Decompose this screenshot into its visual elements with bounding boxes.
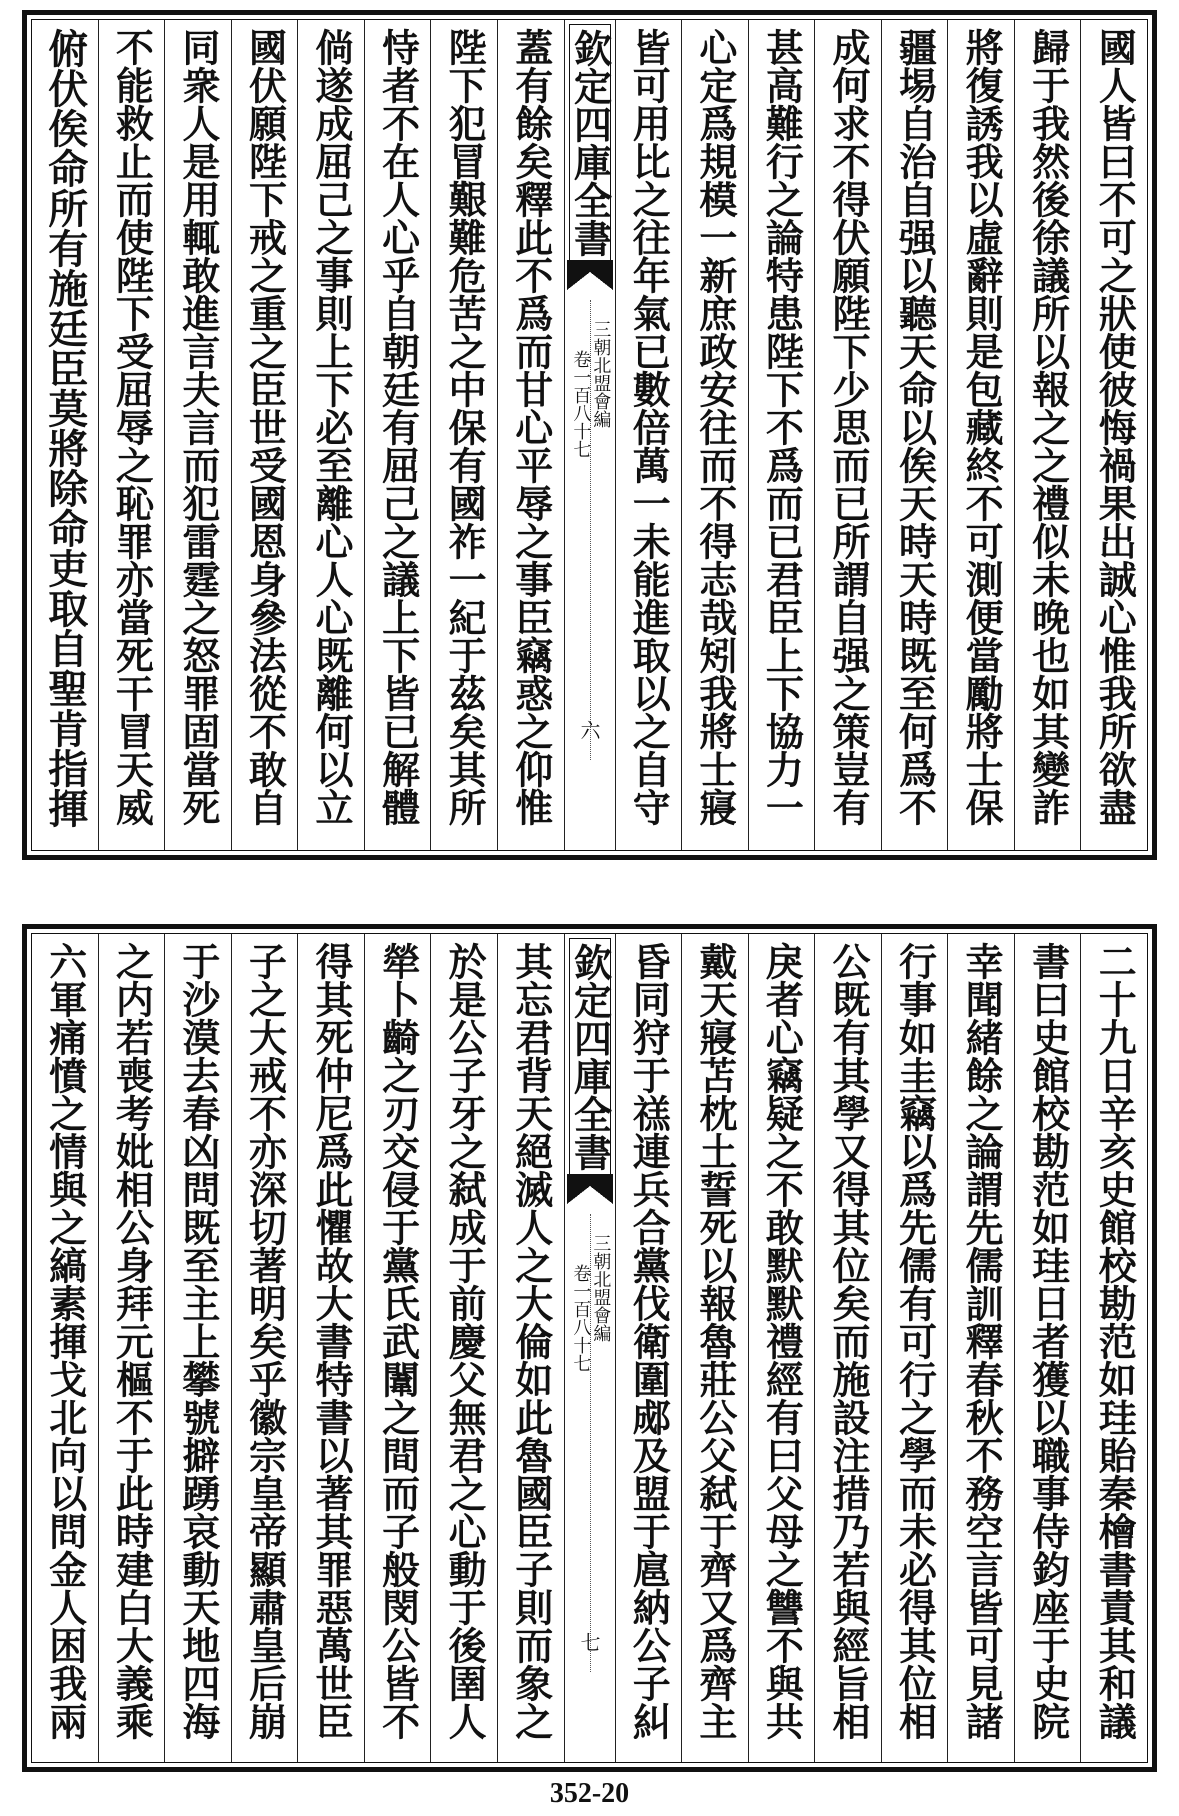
gutter-volume: 卷一百八十七 (570, 1264, 592, 1372)
top-left-column-7 (98, 20, 165, 850)
top-left-column-4 (297, 20, 364, 850)
gutter-book-name: 三朝北盟會編 (590, 1234, 612, 1342)
top-left-column-3 (364, 20, 431, 850)
column-text: 同衆人是用輒敢進言夫言而犯雷霆之怒罪固當死 (175, 28, 221, 826)
column-text: 公既有其學又得其位矣而施設注措乃若與經旨相 (825, 942, 871, 1740)
fishtail-mark (567, 1174, 613, 1204)
bottom-center-gutter (564, 934, 615, 1762)
top-center-gutter (564, 20, 615, 850)
column-text: 子之大戒不亦深切著明矣乎徽宗皇帝顯肅皇后崩 (242, 942, 288, 1740)
column-text: 甚高難行之論特患陛下不爲而已君臣上下協力一 (759, 28, 805, 826)
column-text: 倘遂成屈己之事則上下必至離心人心既離何以立 (309, 28, 355, 826)
top-right-column-1 (1080, 20, 1147, 850)
top-right-column-4 (881, 20, 948, 850)
column-text: 心定爲規模一新庶政安往而不得志哉矧我將士寢 (692, 28, 738, 826)
column-text: 國伏願陛下戒之重之臣世受國恩身參法從不敢自 (242, 28, 288, 826)
bottom-right-column-3 (947, 934, 1014, 1762)
top-right-column-3 (947, 20, 1014, 850)
bottom-right-column-6 (748, 934, 815, 1762)
bottom-left-column-8 (32, 934, 98, 1762)
column-text: 得其死仲尼爲此懼故大書特書以著其罪惡萬世臣 (309, 942, 355, 1740)
column-text: 不能救止而使陛下受屈辱之恥罪亦當死干冒天威 (109, 28, 155, 826)
gutter-title: 欽定四庫全書 (569, 24, 611, 262)
top-left-column-5 (231, 20, 298, 850)
top-page-frame (22, 10, 1157, 860)
column-text: 戾者心竊疑之不敢默默禮經有曰父母之讐不與共 (759, 942, 805, 1740)
bottom-page-columns (31, 933, 1148, 1763)
column-text: 疆埸自治自强以聽天命以俟天時天時既至何爲不 (892, 28, 938, 826)
column-text: 二十九日辛亥史館校勘范如珪貽秦檜書責其和議 (1092, 942, 1138, 1740)
page-footer-number: 352-20 (549, 1778, 630, 1809)
gutter-book-name: 三朝北盟會編 (590, 320, 612, 428)
column-text: 皆可用比之往年氣已數倍萬一未能進取以之自守 (626, 28, 672, 826)
gutter-page-number: 七 (577, 1632, 601, 1652)
top-left-column-2 (430, 20, 497, 850)
top-left-column-1 (497, 20, 564, 850)
bottom-left-column-6 (164, 934, 231, 1762)
top-left-column-8 (32, 20, 98, 850)
bottom-right-column-5 (814, 934, 881, 1762)
top-right-column-8 (615, 20, 682, 850)
column-text: 犖卜齮之刃交侵于黨氏武闈之間而子般閔公皆不 (375, 942, 421, 1740)
column-text: 成何求不得伏願陛下少思而已所謂自强之策豈有 (825, 28, 871, 826)
bottom-left-column-7 (98, 934, 165, 1762)
top-right-column-7 (681, 20, 748, 850)
gutter-page-number: 六 (577, 720, 601, 740)
column-text: 歸于我然後徐議所以報之之禮似未晚也如其變詐 (1025, 28, 1071, 826)
column-text: 蓋有餘矣釋此不爲而甘心平辱之事臣竊惑之仰惟 (508, 28, 554, 826)
gutter-title: 欽定四庫全書 (569, 938, 611, 1176)
bottom-left-column-5 (231, 934, 298, 1762)
column-text: 六軍痛憤之情與之縞素揮戈北向以問金人困我兩 (42, 942, 88, 1740)
column-text: 於是公子牙之弑成于前慶父無君之心動于後圉人 (442, 942, 488, 1740)
bottom-left-column-4 (297, 934, 364, 1762)
top-right-column-2 (1014, 20, 1081, 850)
column-text: 其忘君背天絕滅人之大倫如此魯國臣子則而象之 (508, 942, 554, 1740)
column-text: 俯伏俟命所有施廷臣莫將除命吏取自聖肯指揮 (41, 28, 89, 828)
bottom-right-column-4 (881, 934, 948, 1762)
column-text: 昏同狩于禚連兵合黨伐衛圍郕及盟于扈納公子糾 (626, 942, 672, 1740)
bottom-left-column-3 (364, 934, 431, 1762)
column-text: 恃者不在人心乎自朝廷有屈己之議上下皆已解體 (375, 28, 421, 826)
bottom-page-frame (22, 924, 1157, 1772)
column-text: 行事如圭竊以爲先儒有可行之學而未必得其位相 (892, 942, 938, 1740)
column-text: 之内若喪考妣相公身拜元樞不于此時建白大義乘 (109, 942, 155, 1740)
bottom-right-column-7 (681, 934, 748, 1762)
fishtail-mark (567, 260, 613, 290)
top-right-column-6 (748, 20, 815, 850)
top-left-column-6 (164, 20, 231, 850)
column-text: 陛下犯冒艱難危苦之中保有國祚一紀于茲矣其所 (442, 28, 488, 826)
column-text: 國人皆曰不可之狀使彼悔禍果出誠心惟我所欲盡 (1092, 28, 1138, 826)
top-right-column-5 (814, 20, 881, 850)
bottom-right-column-1 (1080, 934, 1147, 1762)
bottom-right-column-2 (1014, 934, 1081, 1762)
column-text: 幸聞緒餘之論謂先儒訓釋春秋不務空言皆可見諸 (959, 942, 1005, 1740)
column-text: 于沙漠去春凶問既至主上攀號擗踴哀動天地四海 (175, 942, 221, 1740)
bottom-left-column-2 (430, 934, 497, 1762)
column-text: 將復誘我以虛辭則是包藏終不可測便當勵將士保 (959, 28, 1005, 826)
gutter-volume: 卷一百八十七 (570, 350, 592, 458)
column-text: 書曰史館校勘范如珪日者獲以職事侍鈞座于史院 (1025, 942, 1071, 1740)
column-text: 戴天寢苫枕土誓死以報魯莊公父弑于齊又爲齊主 (692, 942, 738, 1740)
top-page-columns (31, 19, 1148, 851)
bottom-left-column-1 (497, 934, 564, 1762)
bottom-right-column-8 (615, 934, 682, 1762)
